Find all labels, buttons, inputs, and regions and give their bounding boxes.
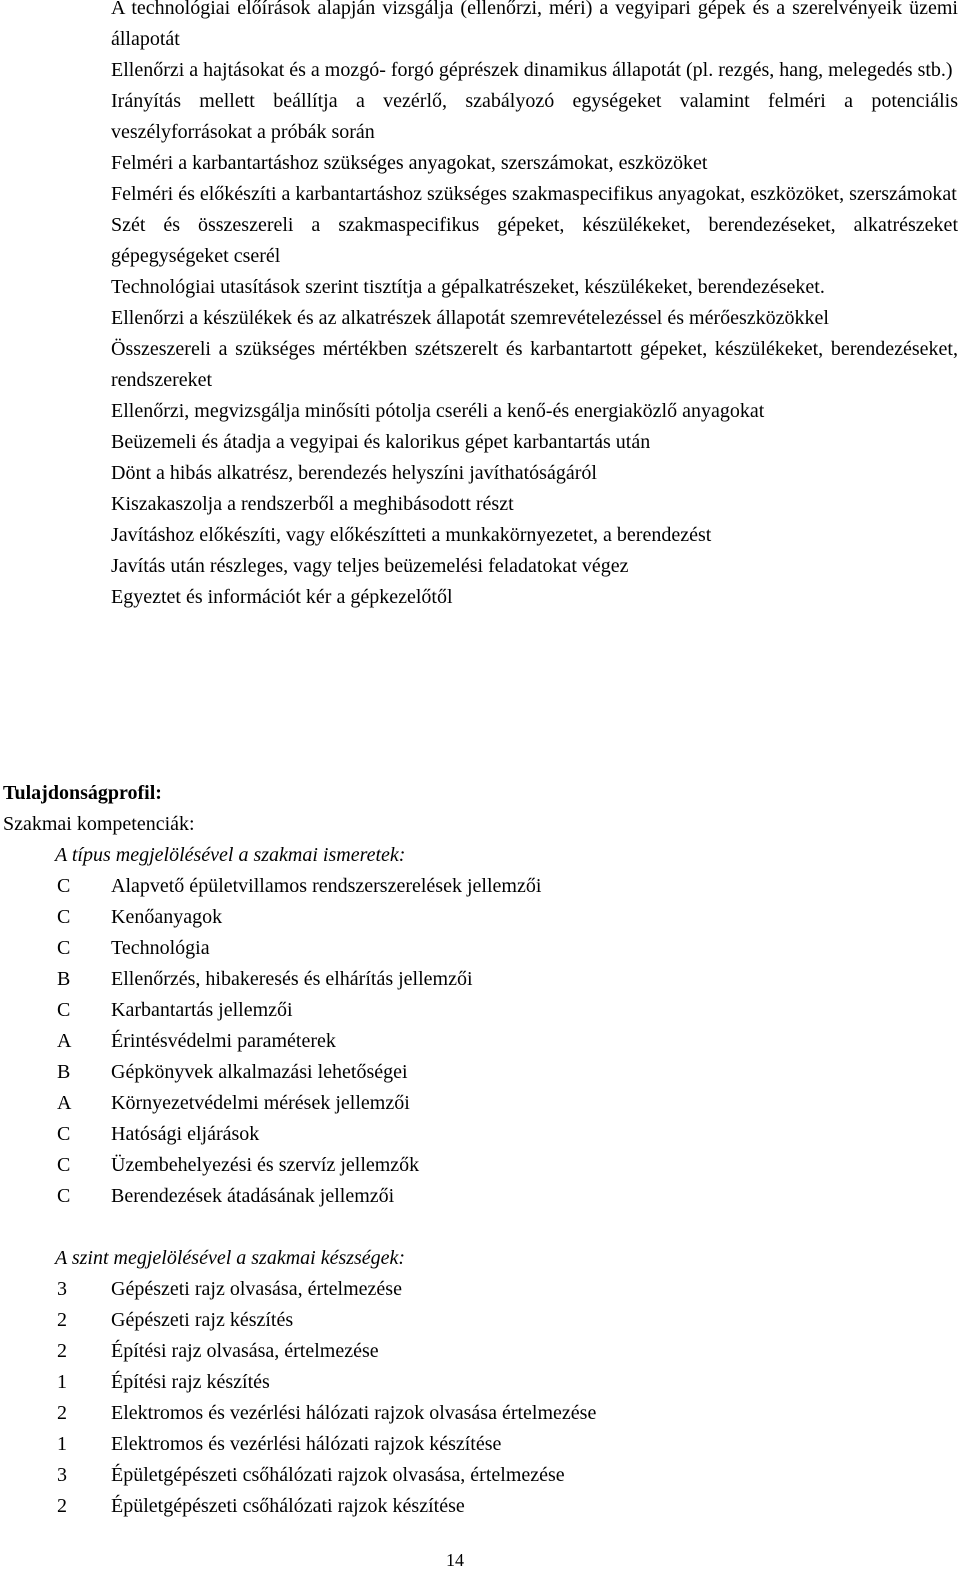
knowledge-item xyxy=(57,1119,541,1150)
knowledge-item-code: C xyxy=(57,906,71,928)
skills-list xyxy=(57,1274,596,1522)
skill-item xyxy=(57,1274,596,1305)
knowledge-item-text: Karbantartás jellemzői xyxy=(111,999,293,1021)
knowledge-item xyxy=(57,995,541,1026)
skill-item xyxy=(57,1460,596,1491)
knowledge-item-text: Hatósági eljárások xyxy=(111,1123,260,1145)
knowledge-item-text: Környezetvédelmi mérések jellemzői xyxy=(111,1092,410,1114)
skill-item-code: 2 xyxy=(57,1340,67,1362)
skill-item-text: Elektromos és vezérlési hálózati rajzok készítése xyxy=(111,1433,502,1455)
knowledge-item-code: C xyxy=(57,1185,71,1207)
knowledge-item-text: Ellenőrzés, hibakeresés és elhárítás jellemzői xyxy=(111,968,473,990)
skills-heading: A szint megjelölésével a szakmai készségek: xyxy=(55,1247,406,1269)
skill-item xyxy=(57,1305,596,1336)
task-item: Dönt a hibás alkatrész, berendezés helyszíni javíthatóságáról xyxy=(111,462,597,484)
knowledge-item xyxy=(57,933,541,964)
knowledge-item xyxy=(57,1181,541,1212)
knowledge-item-text: Technológia xyxy=(111,937,210,959)
skill-item-code: 3 xyxy=(57,1464,67,1486)
task-item: Ellenőrzi a készülékek és az alkatrészek állapotát szemrevételezéssel és mérőeszközökkel xyxy=(111,307,829,329)
knowledge-item-code: C xyxy=(57,999,71,1021)
knowledge-item-code: C xyxy=(57,937,71,959)
task-item: Felméri és előkészíti a karbantartáshoz szükséges szakmaspecifikus anyagokat, eszközöket, szerszámokat xyxy=(111,183,957,205)
task-item: Felméri a karbantartáshoz szükséges anyagokat, szerszámokat, eszközöket xyxy=(111,152,708,174)
task-item: Szét és összeszereli a szakmaspecifikus gépeket, készülékeket, berendezéseket, alkatrészeket gépegységeket cserél xyxy=(111,214,958,267)
knowledge-list xyxy=(57,871,541,1212)
knowledge-item xyxy=(57,902,541,933)
skill-item-code: 2 xyxy=(57,1402,67,1424)
knowledge-item xyxy=(57,964,541,995)
task-item: Egyeztet és információt kér a gépkezelőtől xyxy=(111,586,453,608)
task-item: Javítás után részleges, vagy teljes beüzemelési feladatokat végez xyxy=(111,555,629,577)
knowledge-item xyxy=(57,1057,541,1088)
task-list xyxy=(111,0,958,613)
knowledge-heading: A típus megjelölésével a szakmai ismeretek: xyxy=(55,844,406,866)
knowledge-item xyxy=(57,1088,541,1119)
task-item: Kiszakaszolja a rendszerből a meghibásodott részt xyxy=(111,493,514,515)
skill-item-code: 3 xyxy=(57,1278,67,1300)
knowledge-item-text: Alapvető épületvillamos rendszerszerelések jellemzői xyxy=(111,875,542,897)
knowledge-item-text: Berendezések átadásának jellemzői xyxy=(111,1185,395,1207)
knowledge-item xyxy=(57,1150,541,1181)
skill-item xyxy=(57,1429,596,1460)
task-item: Technológiai utasítások szerint tisztítja a gépalkatrészeket, készülékeket, berendezéseket. xyxy=(111,276,825,298)
skill-item-code: 1 xyxy=(57,1371,67,1393)
knowledge-item-code: C xyxy=(57,1154,71,1176)
knowledge-item-text: Üzembehelyezési és szervíz jellemzők xyxy=(111,1154,420,1176)
knowledge-item xyxy=(57,871,541,902)
knowledge-item-text: Gépkönyvek alkalmazási lehetőségei xyxy=(111,1061,408,1083)
task-item: A technológiai előírások alapján vizsgálja (ellenőrzi, méri) a vegyipari gépek és a szerelvényeik üzemi állapotát xyxy=(111,0,958,50)
skill-item-text: Gépészeti rajz olvasása, értelmezése xyxy=(111,1278,402,1300)
knowledge-item-code: A xyxy=(57,1030,72,1052)
task-item: Ellenőrzi a hajtásokat és a mozgó- forgó géprészek dinamikus állapotát (pl. rezgés, hang, melegedés stb.) xyxy=(111,59,953,81)
competencies-subtitle: Szakmai kompetenciák: xyxy=(3,813,195,835)
skill-item-text: Építési rajz készítés xyxy=(111,1371,270,1393)
skill-item-text: Épületgépészeti csőhálózati rajzok olvasása, értelmezése xyxy=(111,1464,565,1486)
task-item: Beüzemeli és átadja a vegyipai és kalorikus gépet karbantartás után xyxy=(111,431,651,453)
skill-item-text: Épületgépészeti csőhálózati rajzok készítése xyxy=(111,1495,465,1517)
knowledge-item-code: C xyxy=(57,1123,71,1145)
skill-item-text: Elektromos és vezérlési hálózati rajzok olvasása értelmezése xyxy=(111,1402,597,1424)
skill-item xyxy=(57,1491,596,1522)
skill-item-text: Építési rajz olvasása, értelmezése xyxy=(111,1340,379,1362)
skill-item xyxy=(57,1336,596,1367)
profile-title: Tulajdonságprofil: xyxy=(3,782,162,804)
skill-item-code: 1 xyxy=(57,1433,67,1455)
skill-item-code: 2 xyxy=(57,1495,67,1517)
skill-item-text: Gépészeti rajz készítés xyxy=(111,1309,294,1331)
skill-item xyxy=(57,1367,596,1398)
skill-item xyxy=(57,1398,596,1429)
knowledge-item xyxy=(57,1026,541,1057)
task-item: Összeszereli a szükséges mértékben szétszerelt és karbantartott gépeket, készülékeket, berendezéseket, rendszereket xyxy=(111,338,958,391)
knowledge-item-code: A xyxy=(57,1092,72,1114)
knowledge-item-text: Kenőanyagok xyxy=(111,906,223,928)
task-item: Javításhoz előkészíti, vagy előkészítteti a munkakörnyezetet, a berendezést xyxy=(111,524,712,546)
knowledge-item-code: B xyxy=(57,968,71,990)
knowledge-item-text: Érintésvédelmi paraméterek xyxy=(111,1030,336,1052)
skill-item-code: 2 xyxy=(57,1309,67,1331)
task-item: Ellenőrzi, megvizsgálja minősíti pótolja cseréli a kenő-és energiaközlő anyagokat xyxy=(111,400,765,422)
task-item: Irányítás mellett beállítja a vezérlő, szabályozó egységeket valamint felméri a potenciális veszélyforrásokat a próbák során xyxy=(111,90,958,143)
page-number: 14 xyxy=(446,1550,464,1570)
knowledge-item-code: C xyxy=(57,875,71,897)
knowledge-item-code: B xyxy=(57,1061,71,1083)
